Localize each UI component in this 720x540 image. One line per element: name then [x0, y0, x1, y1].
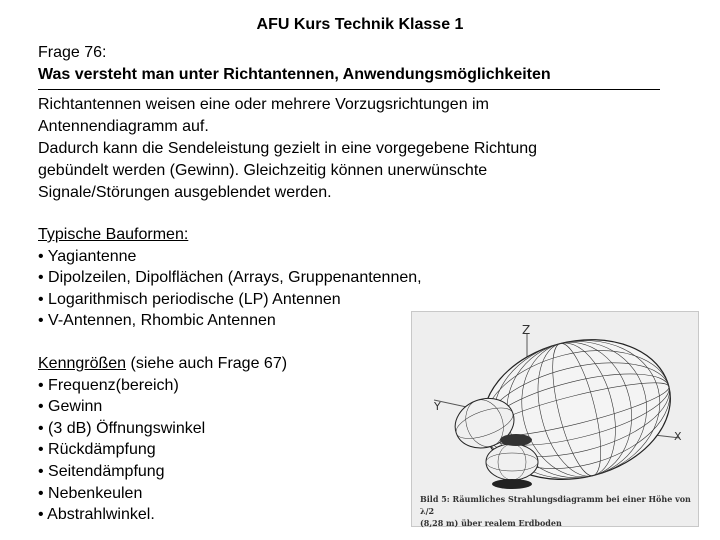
lower-lobe	[486, 444, 538, 480]
caption-line: Bild 5: Räumliches Strahlungsdiagramm bei einer Höhe von λ/2	[420, 494, 691, 516]
kenngroessen-heading-note: (siehe auch Frage 67)	[126, 355, 288, 372]
bauformen-list	[38, 246, 422, 332]
answer-line: Signale/Störungen ausgeblendet werden.	[38, 184, 332, 201]
antenna-core-2	[492, 479, 532, 489]
list-item: • Seitendämpfung	[38, 461, 287, 483]
caption-line: (8,28 m) über realem Erdboden	[420, 518, 562, 528]
kenngroessen-section	[38, 353, 287, 526]
bauformen-section	[38, 224, 422, 332]
bauformen-heading: Typische Bauformen:	[38, 226, 189, 243]
answer-text	[38, 94, 678, 204]
list-item: • Logarithmisch periodische (LP) Antennen	[38, 289, 422, 311]
list-item: • Gewinn	[38, 396, 287, 418]
radiation-pattern-figure	[411, 311, 699, 527]
question-text: Was versteht man unter Richtantennen, Anwendungsmöglichkeiten	[38, 66, 551, 83]
question-block	[38, 42, 551, 86]
answer-line: gebündelt werden (Gewinn). Gleichzeitig können unerwünschte	[38, 162, 488, 179]
list-item: • Frequenz(bereich)	[38, 375, 287, 397]
list-item: • Yagiantenne	[38, 246, 422, 268]
list-item: • V-Antennen, Rhombic Antennen	[38, 310, 422, 332]
answer-line: Antennendiagramm auf.	[38, 118, 209, 135]
page-title: AFU Kurs Technik Klasse 1	[256, 16, 464, 33]
list-item: • Nebenkeulen	[38, 483, 287, 505]
answer-line: Dadurch kann die Sendeleistung gezielt in eine vorgegebene Richtung	[38, 140, 538, 157]
z-axis-label: Z	[522, 323, 531, 337]
kenngroessen-heading: Kenngrößen	[38, 355, 127, 372]
figure-caption	[420, 493, 694, 529]
y-axis-label: Y	[434, 400, 441, 413]
x-axis-label: X	[674, 430, 682, 443]
antenna-core	[500, 434, 532, 446]
list-item: • Abstrahlwinkel.	[38, 504, 287, 526]
divider	[38, 89, 660, 90]
list-item: • Rückdämpfung	[38, 439, 287, 461]
kenngroessen-heading-line	[38, 353, 287, 375]
answer-line: Richtantennen weisen eine oder mehrere Vorzugsrichtungen im	[38, 96, 489, 113]
kenngroessen-list	[38, 375, 287, 526]
list-item: • (3 dB) Öffnungswinkel	[38, 418, 287, 440]
question-number: Frage 76:	[38, 44, 107, 61]
list-item: • Dipolzeilen, Dipolflächen (Arrays, Gruppenantennen,	[38, 267, 422, 289]
